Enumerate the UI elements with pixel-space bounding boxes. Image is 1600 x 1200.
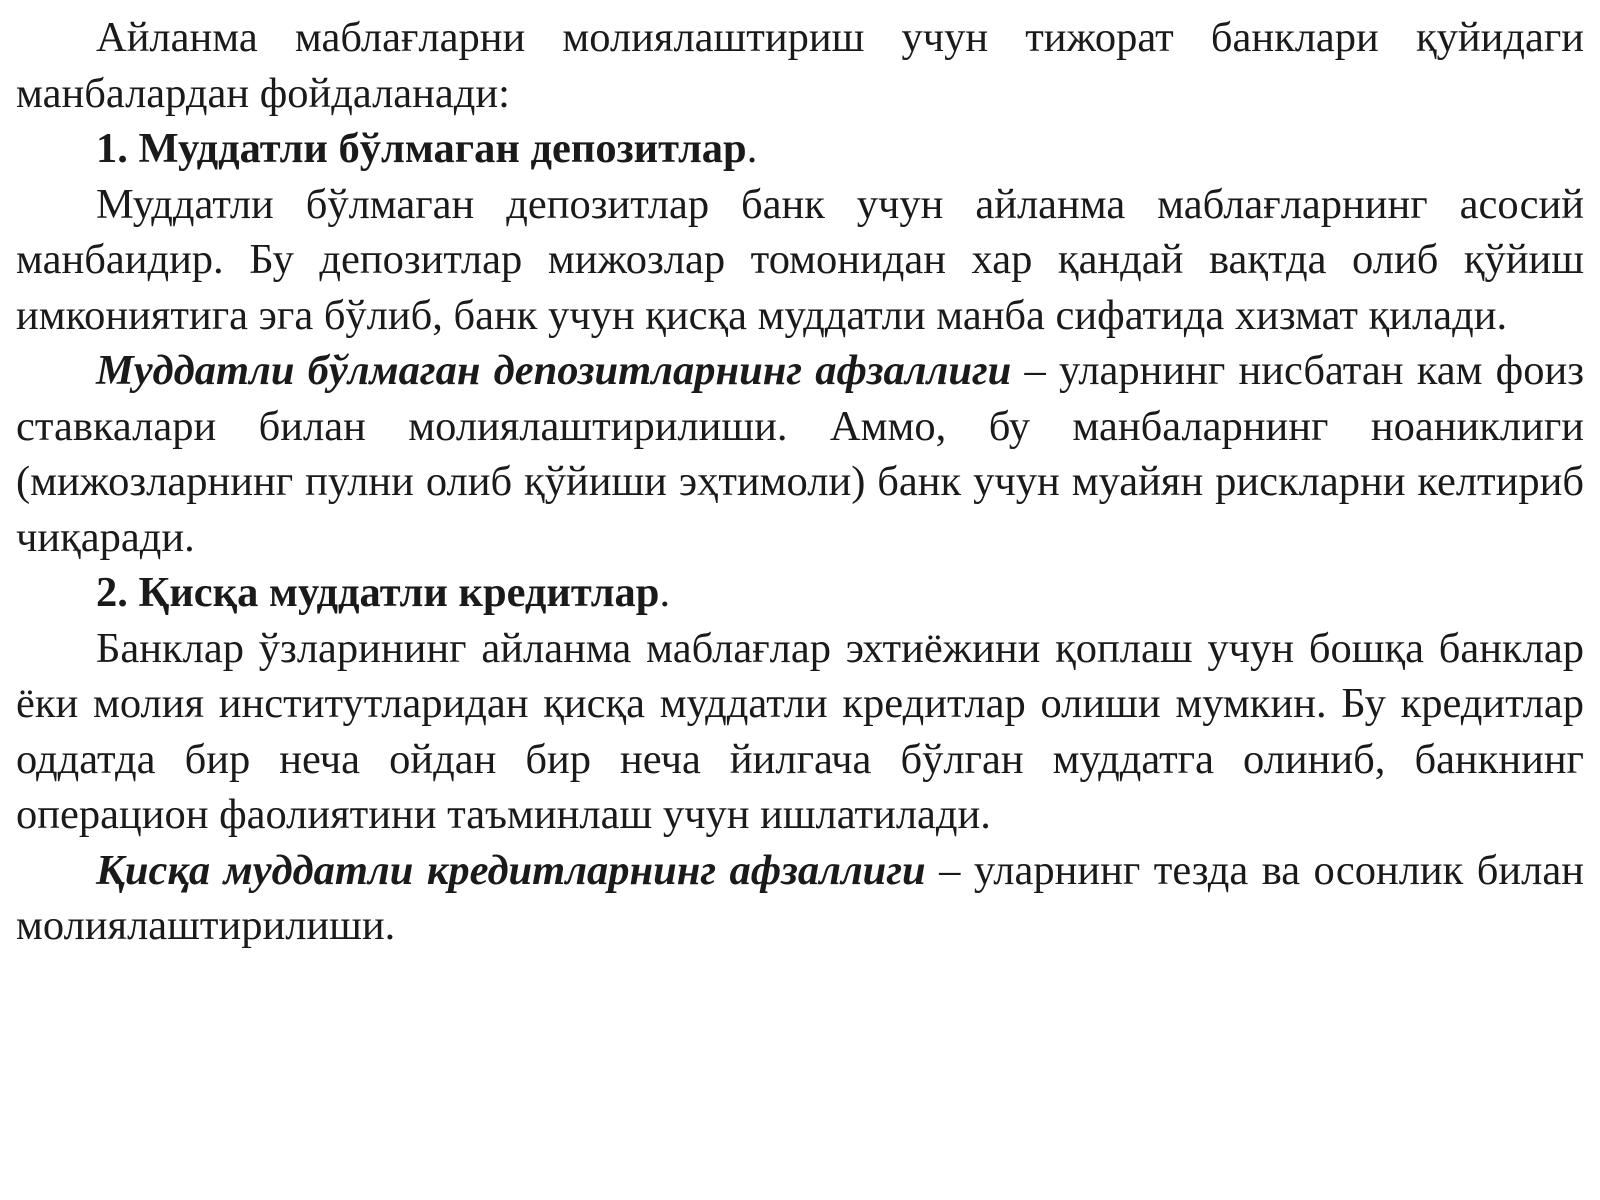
advantage-term-1: Муддатли бўлмаган депозитларнинг афзаллиги <box>96 347 1012 394</box>
paragraph-short-term-credits-advantage <box>16 843 1584 954</box>
section-heading-1 <box>16 121 1584 177</box>
advantage-text-2: – уларнинг тезда ва осонлик билан молиялаштирилиши. <box>16 846 1584 949</box>
advantage-term-2: Қисқа муддатли кредитларнинг афзаллиги <box>96 846 926 894</box>
paragraph-demand-deposits-advantage <box>16 343 1584 565</box>
advantage-text-1: – уларнинг нисбатан кам фоиз ставкалари билан молиялаштирилиши. Аммо, бу манбаларнинг ноаниклиги (мижозларнинг пулни олиб қўйиши эҳтимоли) банк учун муайян рискларни келтириб чиқаради. <box>16 347 1584 561</box>
section-heading-2-text: 2. Қисқа муддатли кредитлар <box>96 569 660 616</box>
paragraph-short-term-credits: Банклар ўзларининг айланма маблағлар эхтиёжини қоплаш учун бошқа банклар ёки молия институтларидан қисқа муддатли кредитлар олиши мумкин. Бу кредитлар оддатда бир неча ойдан бир неча йилгача бўлган муддатга олиниб, банкнинг операцион фаолиятини таъминлаш учун ишлатилади. <box>16 624 1584 838</box>
section-heading-1-tail: . <box>746 125 758 172</box>
paragraph-demand-deposits: Муддатли бўлмаган депозитлар банк учун айланма маблағларнинг асосий манбаидир. Бу депозитлар мижозлар томонидан хар қандай вақтда олиб қўйиш имкониятига эга бўлиб, банк учун қисқа муддатли манба сифатида хизмат қилади. <box>16 180 1584 339</box>
intro-paragraph: Айланма маблағларни молиялаштириш учун тижорат банклари қуйидаги манбалардан фойдаланади: <box>16 14 1584 117</box>
section-heading-2-tail: . <box>659 569 671 616</box>
document-body <box>16 10 1584 954</box>
section-heading-2 <box>16 565 1584 621</box>
section-heading-1-text: 1. Муддатли бўлмаган депозитлар <box>96 125 747 172</box>
